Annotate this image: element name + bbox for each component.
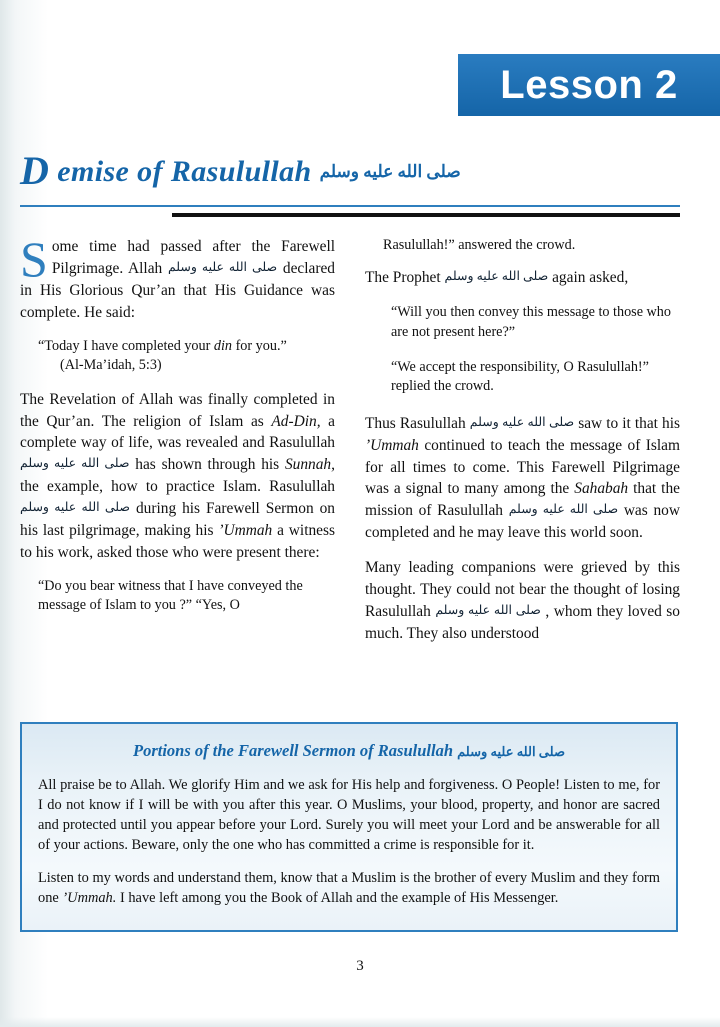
drop-cap: S	[20, 231, 48, 287]
page-title	[20, 148, 710, 193]
title-rest: emise of Rasulullah	[57, 155, 312, 188]
quote-quran-italic: din	[213, 337, 233, 354]
revelation-a: The Revelation of Allah was finally completed in the Qur’an. The religion of Islam as	[20, 390, 335, 430]
thus-a: Thus Rasulullah	[365, 414, 466, 432]
quote-accept-text: “We accept the responsibility, O Rasulullah!” replied the crowd.	[391, 358, 649, 395]
thus-e: was now completed and he may leave this world soon.	[365, 502, 680, 542]
thus-it-ummah: ’Ummah	[365, 436, 419, 454]
thus-d: that the mission of Rasulullah	[365, 480, 680, 520]
honorific-icon: صلى الله عليه وسلم	[319, 162, 461, 181]
page-edge-bottom	[0, 1017, 720, 1027]
paragraph-thus-rasulullah	[365, 413, 680, 544]
honorific-icon: صلى الله عليه وسلم	[20, 456, 130, 471]
revelation-c: has shown through his	[135, 456, 280, 474]
grieved-b: , whom they loved so much. They also understood	[365, 602, 680, 642]
quote-witness-cont-text: Rasulullah!” answered the crowd.	[383, 237, 576, 253]
left-column	[20, 231, 335, 629]
lesson-banner	[458, 54, 720, 116]
sermon-paragraph-2	[38, 868, 660, 908]
quote-quran-end: for you.”	[235, 337, 287, 354]
quote-quran-text: “Today I have completed your	[38, 337, 211, 354]
paragraph-opening	[20, 231, 335, 324]
quote-accept-responsibility	[365, 358, 680, 397]
quote-convey-text: “Will you then convey this message to those who are not present here?”	[391, 304, 671, 341]
sermon-p2-b: I have left among you the Book of Allah and the example of His Messenger.	[119, 889, 559, 906]
revelation-e: during his Farewell Sermon on his last pilgrimage, making his	[20, 500, 335, 539]
thus-b: saw to it that his	[578, 414, 680, 432]
honorific-icon: صلى الله عليه وسلم	[508, 502, 619, 517]
quote-witness-continuation	[365, 236, 680, 256]
quote-witness	[20, 577, 335, 616]
sermon-p2-a: Listen to my words and understand them, know that a Muslim is the brother of every Muslim and they form one	[38, 869, 660, 906]
prophet-asked-a: The Prophet	[365, 268, 441, 286]
sermon-p2-italic: ’Ummah.	[62, 889, 117, 906]
quote-quran	[20, 337, 335, 376]
revelation-b: a complete way of life, was revealed and Rasulullah	[20, 412, 335, 452]
honorific-icon: صلى الله عليه وسلم	[167, 259, 278, 274]
paragraph-prophet-asked	[365, 267, 680, 289]
sermon-title-text: Portions of the Farewell Sermon of Rasulullah	[133, 741, 453, 760]
prophet-asked-b: again asked,	[552, 268, 629, 286]
honorific-icon: صلى الله عليه وسلم	[457, 744, 565, 759]
revelation-it-ummah: ’Ummah	[218, 521, 273, 539]
page-number: 3	[356, 958, 364, 974]
title-rule-blue	[20, 205, 680, 207]
sermon-paragraph-1: All praise be to Allah. We glorify Him and we ask for His help and forgiveness. O People! Listen to me, for I do not know if I will be with you after this year. O Muslims, your blood, property, and honor are sacred and protected until you appear before your Lord. Surely you will meet your Lord and be answerable for all of your actions. Beware, only the one who has committed a crime is responsible for it.	[38, 777, 660, 854]
title-drop-letter: D	[20, 148, 50, 193]
title-rule-black	[172, 213, 680, 217]
thus-it-sahabah: Sahabah	[574, 480, 629, 498]
quote-witness-text: “Do you bear witness that I have conveyed the message of Islam to you ?” “Yes, O	[38, 577, 303, 614]
grieved-a: Many leading companions were grieved by this thought. They could not bear the thought of losing Rasulullah	[365, 559, 680, 620]
opening-text-b: declared in His Glorious Qur’an that His Guidance was complete. He said:	[20, 259, 335, 321]
title-text	[20, 148, 710, 193]
page-edge-left	[0, 0, 14, 1027]
quote-quran-reference: (Al-Ma’idah, 5:3)	[60, 357, 162, 374]
revelation-it-addin: Ad-Din,	[271, 412, 321, 430]
right-column	[365, 236, 680, 645]
thus-c: continued to teach the message of Islam for all times to come. This Farewell Pilgrimage was a signal to many among the	[365, 436, 680, 498]
revelation-it-sunnah: Sunnah,	[284, 456, 335, 474]
paragraph-companions-grieved	[365, 557, 680, 645]
lesson-label: Lesson 2	[500, 63, 678, 107]
honorific-icon: صلى الله عليه وسلم	[20, 500, 130, 515]
revelation-d: the example, how to practice Islam. Rasulullah	[20, 478, 335, 496]
opening-text-a: ome time had passed after the Farewell Pilgrimage. Allah	[51, 238, 335, 277]
quote-convey-message	[365, 303, 680, 342]
paragraph-revelation	[20, 389, 335, 564]
sermon-callout-box	[20, 722, 678, 932]
sermon-box-title	[38, 741, 660, 761]
revelation-f: a witness to his work, asked those who were present there:	[20, 521, 335, 561]
honorific-icon: صلى الله عليه وسلم	[435, 602, 541, 617]
honorific-icon: صلى الله عليه وسلم	[444, 268, 549, 283]
honorific-icon: صلى الله عليه وسلم	[469, 414, 575, 429]
